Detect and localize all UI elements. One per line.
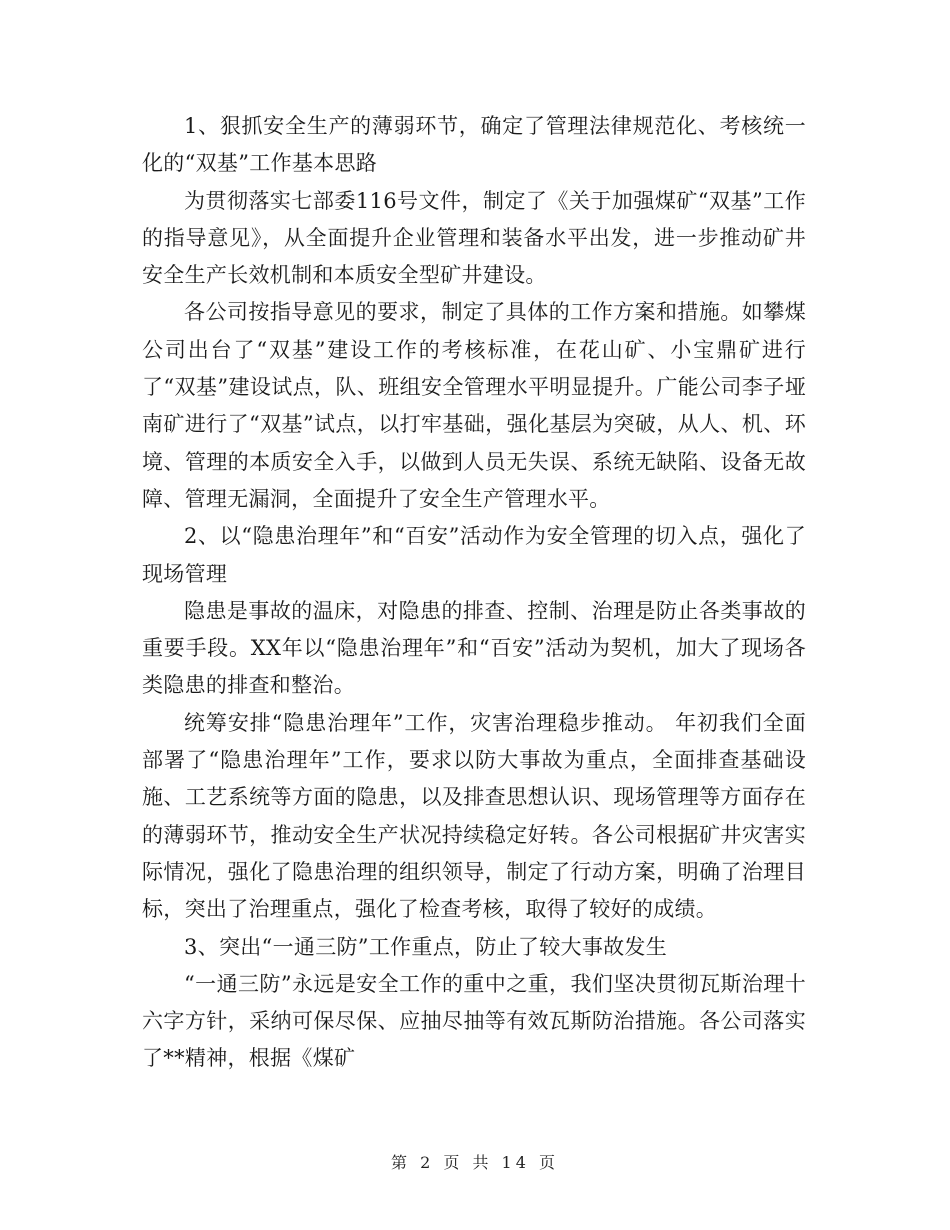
- body-paragraph: 隐患是事故的温床，对隐患的排查、控制、治理是防止各类事故的重要手段。XX年以“隐患治理年”和“百安”活动为契机，加大了现场各类隐患的排查和整治。: [142, 598, 806, 698]
- body-paragraph: “一通三防”永远是安全工作的重中之重，我们坚决贯彻瓦斯治理十六字方针，采纳可保尽保、应抽尽抽等有效瓦斯防治措施。各公司落实了**精神，根据《煤矿: [142, 971, 806, 1071]
- body-paragraph: 各公司按指导意见的要求，制定了具体的工作方案和措施。如攀煤公司出台了“双基”建设工作的考核标准，在花山矿、小宝鼎矿进行了“双基”建设试点，队、班组安全管理水平明显提升。广能公司李子垭南矿进行了“双基”试点，以打牢基础，强化基层为突破，从人、机、环境、管理的本质安全入手，以做到人员无失误、系统无缺陷、设备无故障、管理无漏洞，全面提升了安全生产管理水平。: [142, 300, 806, 511]
- section-heading-3: 3、突出“一通三防”工作重点，防止了较大事故发生: [184, 934, 668, 959]
- body-paragraph: 为贯彻落实七部委116号文件，制定了《关于加强煤矿“双基”工作的指导意见》，从全面提升企业管理和装备水平出发，进一步推动矿井安全生产长效机制和本质安全型矿井建设。: [142, 188, 806, 288]
- section-heading-2: 2、以“隐患治理年”和“百安”活动作为安全管理的切入点，强化了现场管理: [142, 524, 806, 586]
- section-heading-1: 1、狠抓安全生产的薄弱环节，确定了管理法律规范化、考核统一化的“双基”工作基本思路: [142, 114, 806, 176]
- page-number-footer: 第 2 页 共 14 页: [391, 1153, 559, 1172]
- document-body: [142, 108, 806, 1078]
- body-paragraph: 统筹安排“隐患治理年”工作，灾害治理稳步推动。 年初我们全面部署了“隐患治理年”工作，要求以防大事故为重点，全面排查基础设施、工艺系统等方面的隐患，以及排查思想认识、现场管理等方面存在的薄弱环节，推动安全生产状况持续稳定好转。各公司根据矿井灾害实际情况，强化了隐患治理的组织领导，制定了行动方案，明确了治理目标，突出了治理重点，强化了检查考核，取得了较好的成绩。: [142, 710, 806, 922]
